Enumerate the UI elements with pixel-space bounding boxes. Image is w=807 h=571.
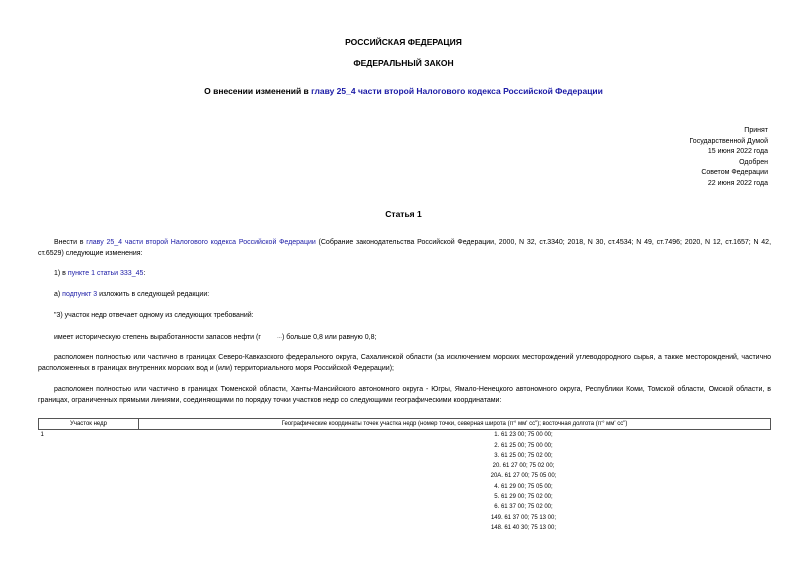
condition-depletion-prefix: имеет историческую степень выработанности запасов нефти ( <box>54 334 259 342</box>
adoption-line: Одобрен <box>739 158 768 166</box>
table-row <box>39 492 771 502</box>
table-row <box>39 430 771 441</box>
coordinate-cell: 20А. 61 27 00; 75 05 00; <box>490 473 557 480</box>
coordinate-cell: 20. 61 27 00; 75 02 00; <box>492 463 555 470</box>
coordinate-cell: 2. 61 25 00; 75 00 00; <box>494 442 553 449</box>
coordinates-table <box>38 418 771 533</box>
article-intro-paragraph <box>38 238 771 259</box>
condition-depletion-suffix: ) больше 0,8 или равную 0,8; <box>281 334 377 342</box>
article-333-45-link[interactable]: пункте 1 статьи 333_45 <box>67 270 144 277</box>
law-title <box>0 86 807 96</box>
adoption-line: Советом Федерации <box>701 169 768 177</box>
table-header-coordinates: Географические координаты точек участка недр (номер точки, северная широта (гг° мм' сс"); восточная долгота (гг° мм' сс") <box>139 419 771 430</box>
item-a <box>38 290 771 301</box>
table-header-plot: Участок недр <box>39 419 139 430</box>
coordinate-cell: 5. 61 29 00; 75 02 00; <box>494 494 553 501</box>
depletion-symbol: г <box>258 334 261 342</box>
table-row <box>39 502 771 512</box>
condition-tyumen: расположен полностью или частично в границах Тюменской области, Ханты-Мансийского автономного округа - Югры, Ямало-Ненецкого автономного округа, Республики Коми, Томской области, Омской области, в границах, ограниченных прямыми линиями, соединяющими по порядку точки участков недр со следующими географическими координатами: <box>38 386 771 404</box>
adoption-line: 15 июня 2022 года <box>707 148 768 156</box>
intro-prefix: Внести в <box>54 239 87 246</box>
subparagraph-3-link[interactable]: подпункт 3 <box>62 291 98 298</box>
adoption-line: Принят <box>744 127 768 134</box>
law-title-prefix: О внесении изменений в <box>204 86 312 96</box>
item-a-prefix: а) <box>54 291 63 298</box>
law-title-link[interactable]: главу 25_4 части второй Налогового кодекса Российской Федерации <box>311 86 603 96</box>
table-row <box>39 471 771 481</box>
quoted-subparagraph: "3) участок недр отвечает одному из следующих требований: <box>54 312 254 319</box>
coordinate-cell: 3. 61 25 00; 75 02 00; <box>494 452 553 459</box>
table-row <box>39 523 771 533</box>
coordinate-cell: 149. 61 37 00; 75 13 00; <box>490 514 557 521</box>
condition-north-caucasus: расположен полностью или частично в границах Северо-Кавказского федерального округа, Сахалинской области (за исключением морских месторождений углеводородного сырья, а также месторождений, частично расположенных в границах внутренних морских вод и (или) территориального моря Российской Федерации); <box>38 354 771 372</box>
intro-suffix: (Собрание законодательства Российской Федерации, 2000, N 32, ст.3340; 2018, N 30, ст.4534; N 49, ст.7496; 2020, N 12, ст.1657; N 42, ст.6529) следующие изменения: <box>38 239 772 257</box>
plot-number: 1 <box>40 432 44 439</box>
coordinate-cell: 6. 61 37 00; 75 02 00; <box>494 504 553 511</box>
table-row <box>39 451 771 461</box>
item-1-suffix: : <box>143 270 146 277</box>
coordinate-cell: 148. 61 40 30; 75 13 00; <box>490 524 557 531</box>
table-row <box>39 513 771 523</box>
item-1 <box>38 269 771 280</box>
country-heading: РОССИЙСКАЯ ФЕДЕРАЦИЯ <box>345 37 462 47</box>
table-row <box>39 461 771 471</box>
depletion-symbol-subscript: … <box>276 334 282 340</box>
condition-depletion <box>38 332 771 344</box>
law-type-heading: ФЕДЕРАЛЬНЫЙ ЗАКОН <box>353 58 454 68</box>
chapter-link[interactable]: главу 25_4 части второй Налогового кодекса Российской Федерации <box>86 239 316 246</box>
table-row <box>39 482 771 492</box>
adoption-block <box>689 126 768 190</box>
article-heading: Статья 1 <box>385 209 422 219</box>
item-1-prefix: 1) в <box>54 270 68 277</box>
item-a-suffix: изложить в следующей редакции: <box>97 291 210 298</box>
table-row <box>39 441 771 451</box>
table-header-row <box>39 419 771 430</box>
coordinate-cell: 4. 61 29 00; 75 05 00; <box>494 483 553 490</box>
coordinate-cell: 1. 61 23 00; 75 00 00; <box>494 432 553 439</box>
adoption-line: Государственной Думой <box>689 137 768 145</box>
adoption-line: 22 июня 2022 года <box>707 179 768 187</box>
